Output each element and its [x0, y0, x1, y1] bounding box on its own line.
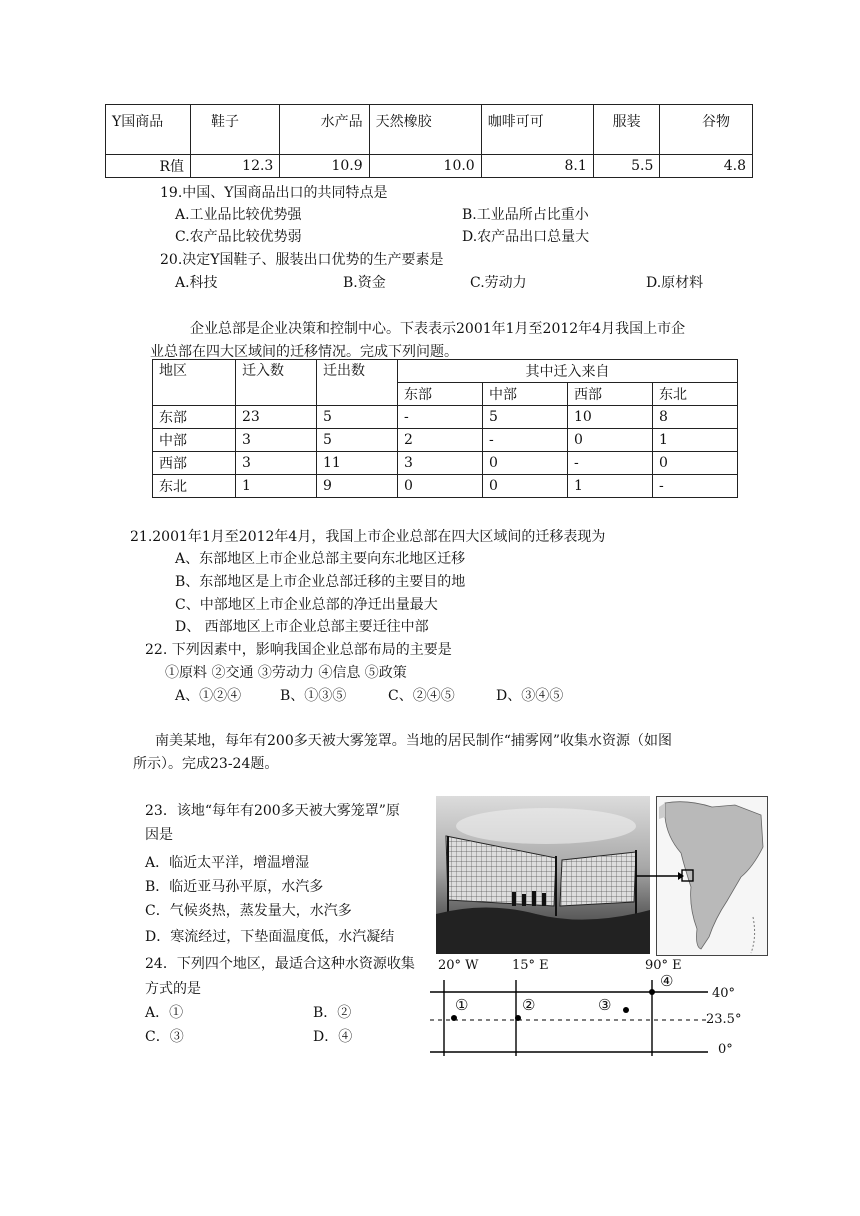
q20-option-d: D.原材料 [646, 275, 704, 291]
fog-net-drawing [436, 796, 650, 954]
table2-cell: - [483, 429, 568, 452]
q19-option-c: C.农产品比较优势弱 [175, 229, 302, 245]
table2-cell: 5 [317, 429, 398, 452]
table1-header-label: Y国商品 [106, 105, 191, 155]
lon-label-90e: 90° E [645, 958, 682, 973]
q24-stem-line2: 方式的是 [145, 981, 201, 997]
table1-header-cell: 谷物 [660, 105, 753, 155]
table2-cell: 3 [398, 452, 483, 475]
q19-option-a: A.工业品比较优势强 [175, 207, 302, 223]
table2-cell: 0 [568, 429, 653, 452]
table2-header-region: 地区 [153, 360, 236, 406]
table1-value: 8.1 [481, 155, 593, 178]
table2-cell: 8 [653, 406, 738, 429]
table1-header-cell: 水产品 [280, 105, 369, 155]
table2-cell: 0 [483, 475, 568, 498]
table2-sub-header: 东北 [653, 383, 738, 406]
q21-option-d: D、 西部地区上市企业总部主要迁往中部 [175, 619, 429, 635]
table2-cell: 9 [317, 475, 398, 498]
point-2-label: ② [522, 996, 536, 1014]
table2-header-in: 迁入数 [236, 360, 317, 406]
table2-cell: 5 [483, 406, 568, 429]
q23-option-b: B．临近亚马孙平原，水汽多 [145, 879, 324, 895]
q24-option-b: B．② [313, 1005, 352, 1021]
table2-header-from: 其中迁入来自 [398, 360, 738, 383]
table2-cell: 1 [568, 475, 653, 498]
point-3-label: ③ [598, 996, 612, 1014]
table2-cell: 0 [483, 452, 568, 475]
q20-option-a: A.科技 [175, 275, 218, 291]
table1-header-cell: 天然橡胶 [369, 105, 481, 155]
q22-option-a: A、①②④ [175, 688, 242, 704]
table1-row-label: R值 [106, 155, 191, 178]
table1-value: 4.8 [660, 155, 753, 178]
q21-option-b: B、东部地区是上市企业总部迁移的主要目的地 [175, 574, 466, 590]
migration-table [152, 359, 738, 498]
fog-net-photo [436, 796, 650, 954]
q22-stem: 22. 下列因素中，影响我国企业总部布局的主要是 [145, 642, 452, 658]
intro3-line2: 所示）。完成23-24题。 [133, 756, 279, 772]
table2-cell: 3 [236, 452, 317, 475]
table2-cell: 2 [398, 429, 483, 452]
table2-cell: 10 [568, 406, 653, 429]
table2-region: 中部 [153, 429, 236, 452]
table1-value: 10.0 [369, 155, 481, 178]
q23-stem-line1: 23．该地“每年有200多天被大雾笼罩”原 [145, 803, 400, 819]
intro2-line1: 企业总部是企业决策和控制中心。下表表示2001年1月至2012年4月我国上市企 [190, 321, 686, 337]
table2-cell: 23 [236, 406, 317, 429]
point-4-label: ④ [660, 972, 674, 990]
lon-label-15e: 15° E [512, 958, 549, 973]
q23-option-d: D．寒流经过，下垫面温度低，水汽凝结 [145, 929, 395, 945]
table1-header-cell: 鞋子 [191, 105, 280, 155]
lon-label-20w: 20° W [438, 958, 479, 973]
q23-option-c: C．气候炎热，蒸发量大，水汽多 [145, 903, 352, 919]
lat-label-40: 40° [712, 986, 736, 1001]
table2-cell: 1 [653, 429, 738, 452]
q23-stem-line2: 因是 [145, 827, 173, 843]
q24-option-c: C．③ [145, 1029, 184, 1045]
q19-stem: 19.中国、Y国商品出口的共同特点是 [160, 185, 388, 201]
q23-option-a: A．临近太平洋，增温增湿 [145, 855, 310, 871]
point-1-dot [451, 1015, 457, 1021]
table2-region: 西部 [153, 452, 236, 475]
q22-option-b: B、①③⑤ [280, 688, 347, 704]
table2-region: 东北 [153, 475, 236, 498]
table2-sub-header: 西部 [568, 383, 653, 406]
table2-sub-header: 中部 [483, 383, 568, 406]
q19-option-d: D.农产品出口总量大 [462, 229, 590, 245]
location-arrow [636, 870, 684, 882]
table2-region: 东部 [153, 406, 236, 429]
table2-sub-header: 东部 [398, 383, 483, 406]
q21-option-c: C、中部地区上市企业总部的净迁出量最大 [175, 597, 438, 613]
table2-cell: 0 [653, 452, 738, 475]
q21-stem: 21.2001年1月至2012年4月，我国上市企业总部在四大区域间的迁移表现为 [130, 529, 606, 545]
point-4-dot [649, 989, 655, 995]
table2-cell: 11 [317, 452, 398, 475]
table1-value: 12.3 [191, 155, 280, 178]
q24-stem-line1: 24．下列四个地区，最适合这种水资源收集 [145, 956, 415, 972]
intro3-line1: 南美某地，每年有200多天被大雾笼罩。当地的居民制作“捕雾网”收集水资源（如图 [155, 733, 673, 749]
table1-header-cell: 咖啡可可 [481, 105, 593, 155]
lat-label-0: 0° [718, 1042, 733, 1057]
q24-option-d: D．④ [313, 1029, 353, 1045]
table1-header-cell: 服装 [593, 105, 660, 155]
table2-cell: 0 [398, 475, 483, 498]
q24-option-a: A．① [145, 1005, 184, 1021]
lat-label-23-5: 23.5° [706, 1012, 742, 1027]
table2-cell: - [398, 406, 483, 429]
q20-stem: 20.决定Y国鞋子、服装出口优势的生产要素是 [160, 252, 444, 268]
q22-option-d: D、③④⑤ [496, 688, 564, 704]
point-3-dot [623, 1007, 629, 1013]
r-value-table [105, 104, 753, 178]
table1-value: 10.9 [280, 155, 369, 178]
table2-cell: - [568, 452, 653, 475]
point-2-dot [515, 1015, 521, 1021]
table2-cell: 1 [236, 475, 317, 498]
q20-option-c: C.劳动力 [470, 275, 527, 291]
q21-option-a: A、东部地区上市企业总部主要向东北地区迁移 [175, 551, 466, 567]
table2-cell: 5 [317, 406, 398, 429]
table2-cell: - [653, 475, 738, 498]
q20-option-b: B.资金 [343, 275, 386, 291]
point-1-label: ① [455, 996, 469, 1014]
q22-option-c: C、②④⑤ [388, 688, 455, 704]
intro2-line2: 业总部在四大区域间的迁移情况。完成下列问题。 [150, 344, 458, 360]
table1-value: 5.5 [593, 155, 660, 178]
q22-factors: ①原料 ②交通 ③劳动力 ④信息 ⑤政策 [165, 665, 407, 681]
table2-header-out: 迁出数 [317, 360, 398, 406]
table2-cell: 3 [236, 429, 317, 452]
q19-option-b: B.工业品所占比重小 [462, 207, 589, 223]
